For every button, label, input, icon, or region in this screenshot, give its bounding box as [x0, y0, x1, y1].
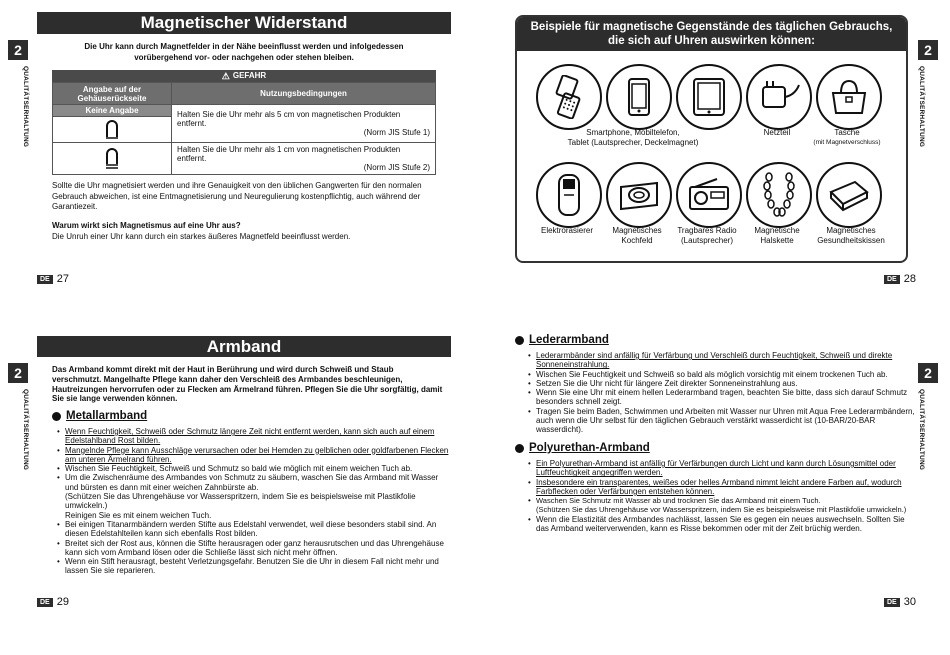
list-item-note: (Schützen Sie das Uhrengehäuse vor Wasserspritzern, indem Sie es beispielsweise mit Plastikfolie umwickeln.): [536, 505, 907, 515]
side-label: QUALITÄTSERHALTUNG: [918, 389, 925, 471]
deviation-text: Sollte die Uhr magnetisiert werden und ihre Genauigkeit von den üblichen Gangwerten für den normalen Gebrauch abweichen, ist eine Entmagnetisierung und Neuregulierung kostenpflichtig, auch während der Garantiezeit.: [52, 181, 422, 211]
page-number: 28: [903, 273, 916, 285]
warning-header: [52, 70, 436, 82]
section-title: Polyurethan-Armband: [529, 442, 650, 454]
page-number-30: [884, 596, 916, 608]
row1-text: Halten Sie die Uhr mehr als 5 cm von magnetischen Produkten entfernt.: [177, 110, 401, 128]
flip-phone-icon: [536, 64, 602, 130]
caption-bag-line1: Tasche: [834, 128, 860, 137]
caption-phone-tablet: [548, 128, 718, 148]
caption-bag: [806, 128, 888, 148]
list-item: • Wischen Sie Feuchtigkeit, Schweiß und Schmutz so bald wie möglich mit einem weichen Tuch ab.: [65, 464, 451, 473]
bullet-dot-icon: [52, 412, 61, 421]
portable-radio-icon: [676, 162, 742, 228]
row2-conditions: [172, 143, 436, 175]
side-label: QUALITÄTSERHALTUNG: [22, 389, 29, 471]
list-item: • Setzen Sie die Uhr nicht für längere Zeit direkter Sonneneinstrahlung aus.: [536, 379, 916, 388]
bullet-dot-icon: [515, 336, 524, 345]
list-item: • Wenn Feuchtigkeit, Schweiß oder Schmutz längere Zeit nicht entfernt werden, kann sich auch auf einem Edelstahlband Rost bilden.: [65, 427, 451, 446]
list-item: [536, 496, 916, 515]
list-item: • Ein Polyurethan-Armband ist anfällig für Verfärbungen durch Licht und kann durch Lösungsmittel oder Luftfeuchtigkeit angegriffen werden.: [536, 459, 916, 478]
caption-cooker: [600, 226, 674, 246]
answer-text: Die Unruh einer Uhr kann durch ein starkes äußeres Magnetfeld beeinflusst werden.: [52, 232, 351, 241]
list-item: • Wenn Sie eine Uhr mit einem hellen Lederarmband tragen, beachten Sie bitte, dass sich darauf Schmutz besonders schnell zeigt.: [536, 388, 916, 407]
magnet-mark-2-icon: [53, 143, 172, 175]
row1-conditions: [172, 105, 436, 143]
warning-icon: ⚠: [221, 71, 230, 81]
list-item: • Mangelnde Pflege kann Ausschläge verursachen oder bei Hemden zu gelblichen oder goldfarbenen Flecken am unteren Ärmelrand führen.: [65, 446, 451, 465]
lang-badge: DE: [37, 275, 53, 284]
section-metal: [52, 410, 147, 422]
section-title: Lederarmband: [529, 334, 609, 346]
page-title: Armband: [37, 336, 451, 357]
lang-badge: DE: [37, 598, 53, 607]
page-number-28: [884, 273, 916, 285]
list-item-text: • Um die Zwischenräume des Armbandes von Schmutz zu säubern, waschen Sie das Armband mit Wasser und bürsten es dann mit einer weichen Zahnbürste ab.: [65, 473, 439, 492]
section-polyurethane: [515, 442, 650, 454]
metal-bullet-list: [55, 427, 451, 576]
no-mark-label: Keine Angabe: [53, 105, 172, 117]
caption-pillow-line2: Gesundheitskissen: [817, 236, 885, 245]
caption-pillow: [806, 226, 896, 246]
list-item: • Wenn ein Stift herausragt, besteht Verletzungsgefahr. Benutzen Sie die Uhr in diesem Fall nicht mehr und lassen Sie sie reparieren.: [65, 557, 451, 576]
caption-shaver: Elektrorasierer: [540, 226, 593, 235]
list-item-note: (Schützen Sie das Uhrengehäuse vor Wasserspritzern, indem Sie es beispielsweise mit Plastikfolie umwickeln.): [65, 492, 416, 511]
list-item: • Wenn die Elastizität des Armbandes nachlässt, lassen Sie es gegen ein neues auswechseln. Sollten Sie das Armband weiterverwenden, kann es Risse bekommen oder mit der Zeit brüchig werden.: [536, 515, 916, 534]
leather-bullet-list: [526, 351, 916, 435]
induction-cooker-icon: [606, 162, 672, 228]
caption-pillow-line1: Magnetisches: [826, 226, 876, 235]
examples-title-line1: Beispiele für magnetische Gegenstände des täglichen Gebrauchs,: [530, 21, 893, 33]
handbag-icon: [816, 64, 882, 130]
warning-label: GEFAHR: [232, 71, 267, 80]
col-header-mark: Angabe auf der Gehäuserückseite: [53, 83, 172, 105]
chapter-tab: 2: [918, 363, 938, 383]
list-item: [65, 473, 451, 519]
list-item: • Wischen Sie Feuchtigkeit und Schweiß so bald als möglich vorsichtig mit einem trockenen Tuch ab.: [536, 370, 916, 379]
intro-text: Die Uhr kann durch Magnetfelder in der Nähe beeinflusst werden und infolgedessen vorübergehend vor- oder nachgehen oder stehen bleiben.: [84, 42, 404, 62]
list-item-note: Reinigen Sie es mit einem weichen Tuch.: [65, 510, 212, 520]
chapter-tab: 2: [8, 363, 28, 383]
row2-text: Halten Sie die Uhr mehr als 1 cm von magnetischen Produkten entfernt.: [177, 145, 401, 163]
chapter-tab: 2: [918, 40, 938, 60]
chapter-tab: 2: [8, 40, 28, 60]
list-item: • Tragen Sie beim Baden, Schwimmen und Arbeiten mit Wasser nur Uhren mit Aqua Free Lederarmbändern, auch wenn die Uhr selbst für den täglichen Gebrauch verstärkt wasserdicht ist (10-BAR/20-BAR wasserdicht).: [536, 407, 916, 435]
list-item: • Insbesondere ein transparentes, weißes oder helles Armband nimmt leicht andere Farben auf, wodurch Farbflecken oder Verfärbungen entstehen können.: [536, 478, 916, 497]
question-text: Warum wirkt sich Magnetismus auf eine Uhr aus?: [52, 221, 241, 230]
caption-cooker-line2: Kochfeld: [621, 236, 653, 245]
shaver-icon: [536, 162, 602, 228]
side-label: QUALITÄTSERHALTUNG: [22, 66, 29, 148]
armband-intro: Das Armband kommt direkt mit der Haut in Berührung und wird durch Schweiß und Staub verschmutzt. Mangelhafte Pflege kann daher den Verschleiß des Armbandes beschleunigen, Hautreizungen hervorrufen oder zu Flecken am Ärmelrand führen. Pflegen Sie die Uhr sorgfältig, damit Sie sie lange verwenden können.: [52, 365, 443, 404]
caption-necklace-line2: Halskette: [760, 236, 794, 245]
caption-bag-line2: (mit Magnetverschluss): [813, 139, 881, 146]
lang-badge: DE: [884, 275, 900, 284]
list-item-text: • Waschen Sie Schmutz mit Wasser ab und trocknen Sie das Armband mit einem Tuch.: [536, 496, 821, 506]
caption-radio-line1: Tragbares Radio: [677, 226, 737, 235]
page-number-27: [37, 273, 69, 285]
list-item: • Bei einigen Titanarmbändern werden Stifte aus Edelstahl verwendet, weil diese besonders stabil sind. An diesen Edelstahlteilen kann sich ebenfalls Rost bilden.: [65, 520, 451, 539]
section-title: Metallarmband: [66, 410, 148, 422]
caption-phone-tablet-line1: Smartphone, Mobiltelefon,: [586, 128, 680, 137]
magnetic-necklace-icon: [746, 162, 812, 228]
magnet-mark-1-icon: [53, 117, 172, 143]
polyurethane-bullet-list: [526, 459, 916, 533]
caption-phone-tablet-line2: Tablet (Lautsprecher, Deckelmagnet): [567, 138, 699, 147]
smartphone-icon: [606, 64, 672, 130]
row2-norm: (Norm JIS Stufe 2): [363, 163, 430, 172]
caption-necklace-line1: Magnetische: [754, 226, 800, 235]
caption-necklace: [740, 226, 814, 246]
magnetic-pillow-icon: [816, 162, 882, 228]
examples-title: [517, 17, 906, 51]
list-item: • Breitet sich der Rost aus, können die Stifte herausragen oder ganz herausrutschen und das Uhrengehäuse kann sich vom Armband lösen oder die Schließe lässt sich nicht mehr öffnen.: [65, 539, 451, 558]
tablet-icon: [676, 64, 742, 130]
page-number-29: [37, 596, 69, 608]
caption-cooker-line1: Magnetisches: [612, 226, 662, 235]
examples-title-line2: die sich auf Uhren auswirken können:: [607, 35, 816, 47]
row1-norm: (Norm JIS Stufe 1): [363, 128, 430, 137]
bullet-dot-icon: [515, 444, 524, 453]
caption-radio-line2: (Lautsprecher): [680, 236, 734, 245]
section-leather: [515, 334, 609, 346]
page-number: 29: [56, 596, 69, 608]
power-adapter-icon: [746, 64, 812, 130]
page-number: 27: [56, 273, 69, 285]
page-number: 30: [903, 596, 916, 608]
list-item: • Lederarmbänder sind anfällig für Verfärbung und Verschleiß durch Feuchtigkeit, Schweiß und direkte Sonneneinstrahlung.: [536, 351, 916, 370]
col-header-conditions: Nutzungsbedingungen: [172, 83, 436, 105]
caption-radio: [668, 226, 746, 246]
lang-badge: DE: [884, 598, 900, 607]
page-title: Magnetischer Widerstand: [37, 12, 451, 34]
side-label: QUALITÄTSERHALTUNG: [918, 66, 925, 148]
caption-adapter: Netzteil: [763, 128, 791, 137]
warning-table: [52, 70, 436, 175]
